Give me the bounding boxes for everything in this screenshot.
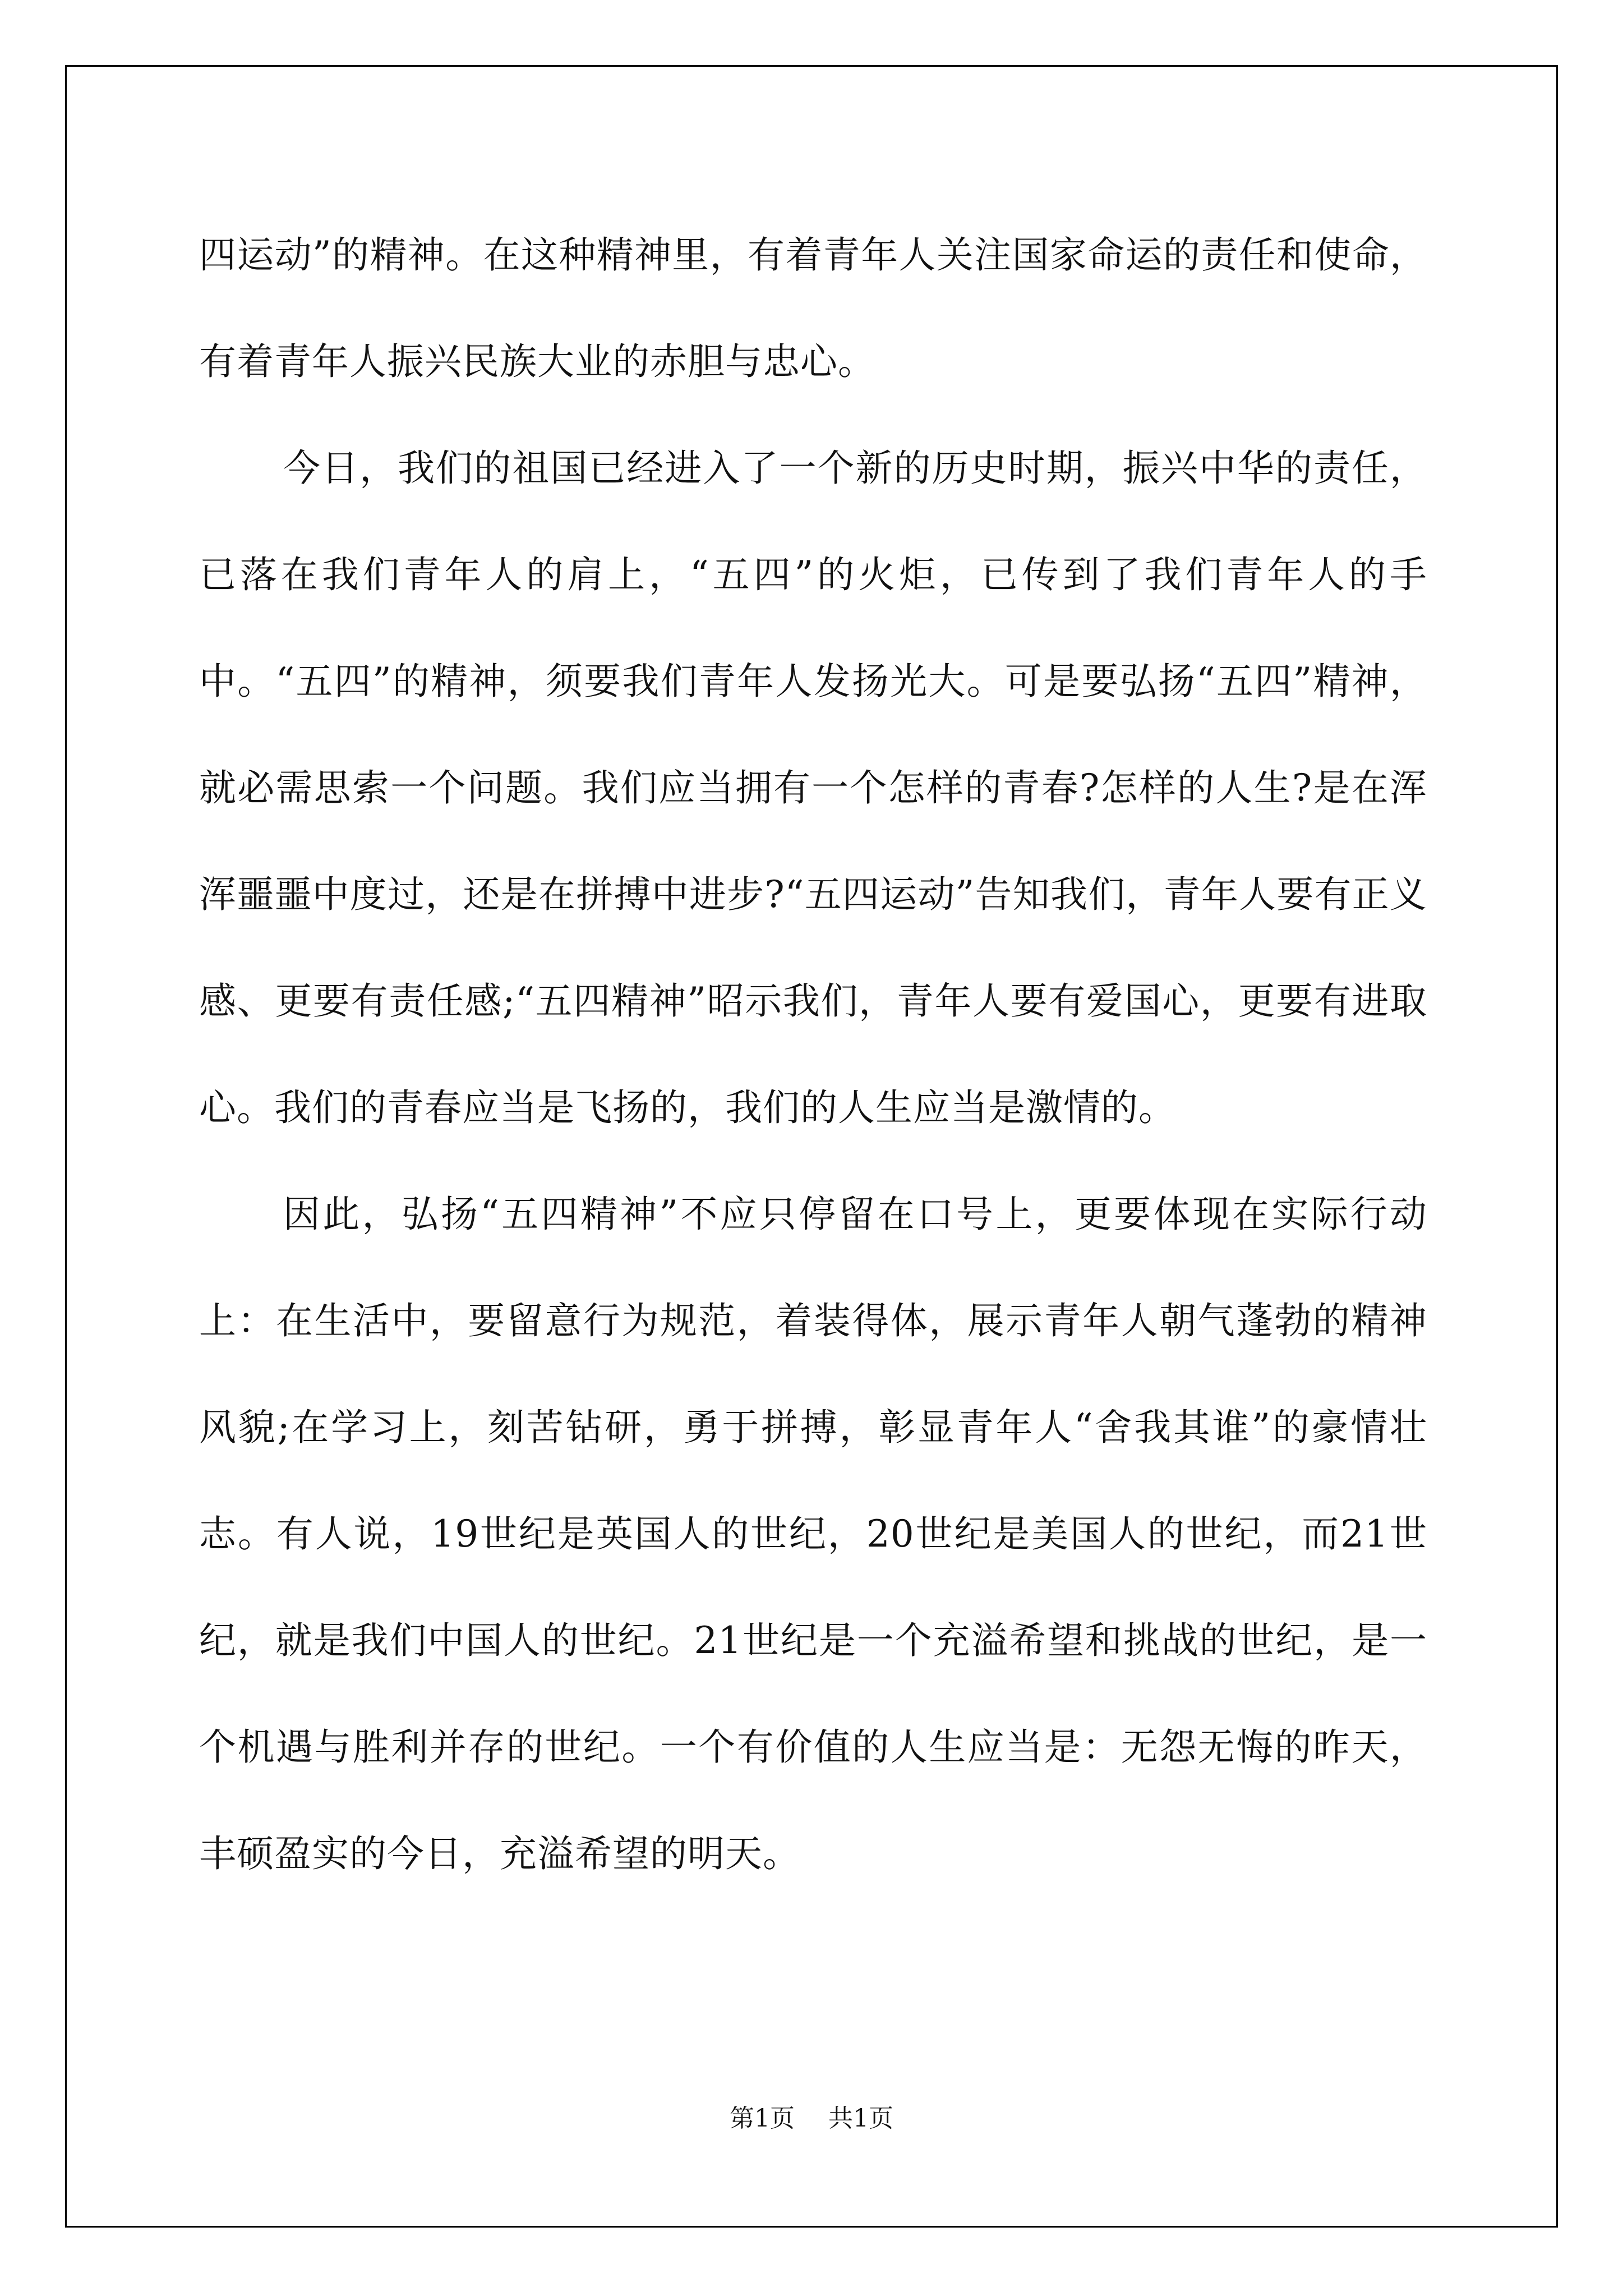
paragraph-1: 四运动”的精神。在这种精神里，有着青年人关注国家命运的责任和使命，有着青年人振兴民族大业的赤胆与忠心。 bbox=[199, 233, 1427, 383]
page-footer bbox=[0, 2098, 1623, 2134]
page-total: 共1页 bbox=[828, 2104, 893, 2133]
page-number: 第1页 bbox=[730, 2104, 795, 2133]
paragraph-2: 今日，我们的祖国已经进入了一个新的历史时期，振兴中华的责任，已落在我们青年人的肩上，“五四”的火炬，已传到了我们青年人的手中。“五四”的精神，须要我们青年人发扬光大。可是要弘扬“五四”精神，就必需思索一个问题。我们应当拥有一个怎样的青春?怎样的人生?是在浑浑噩噩中度过，还是在拼搏中进步?“五四运动”告知我们，青年人要有正义感、更要有责任感;“五四精神”昭示我们，青年人要有爱国心，更要有进取心。我们的青春应当是飞扬的，我们的人生应当是激情的。 bbox=[199, 447, 1427, 1129]
paragraph-3: 因此，弘扬“五四精神”不应只停留在口号上，更要体现在实际行动上：在生活中，要留意行为规范，着装得体，展示青年人朝气蓬勃的精神风貌;在学习上，刻苦钻研，勇于拼搏，彰显青年人“舍我其谁”的豪情壮志。有人说，19世纪是英国人的世纪，20世纪是美国人的世纪，而21世纪，就是我们中国人的世纪。21世纪是一个充溢希望和挑战的世纪，是一个机遇与胜利并存的世纪。一个有价值的人生应当是：无怨无悔的昨天，丰硕盈实的今日，充溢希望的明天。 bbox=[199, 1193, 1427, 1875]
document-body bbox=[199, 202, 1427, 1907]
